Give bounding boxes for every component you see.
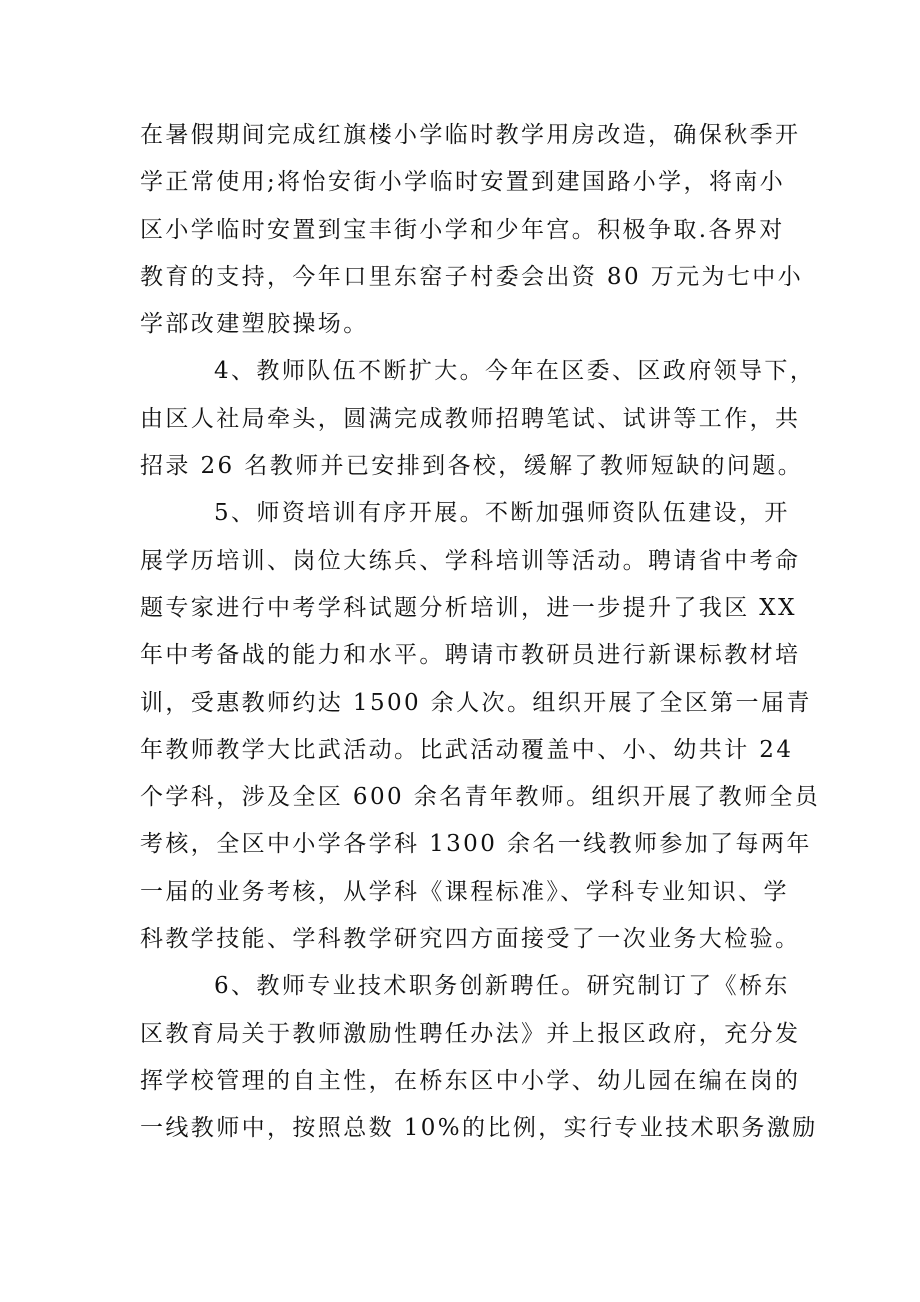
text-line: 训，受惠教师约达 1500 余人次。组织开展了全区第一届青 <box>140 689 812 716</box>
text-line: 展学历培训、岗位大练兵、学科培训等活动。聘请省中考命 <box>140 547 801 574</box>
text-line: 挥学校管理的自主性，在桥东区中小学、幼儿园在编在岗的 <box>140 1067 801 1094</box>
text-line: 6、教师专业技术职务创新聘任。研究制订了《桥东 <box>214 973 790 1000</box>
text-line: 在暑假期间完成红旗楼小学临时教学用房改造，确保秋季开 <box>140 122 801 148</box>
text-line: 年教师教学大比武活动。比武活动覆盖中、小、幼共计 24 <box>140 736 794 763</box>
body-text <box>140 112 821 1153</box>
text-line: 5、师资培训有序开展。不断加强师资队伍建设，开 <box>214 500 790 527</box>
paragraph-teacher-team <box>140 348 816 490</box>
text-line: 一届的业务考核，从学科《课程标准》、学科专业知识、学 <box>140 878 789 905</box>
text-line: 科教学技能、学科教学研究四方面接受了一次业务大检验。 <box>140 926 801 953</box>
text-line: 区教育局关于教师激励性聘任办法》并上报区政府，充分发 <box>140 1020 801 1047</box>
text-line: 学部改建塑胶操场。 <box>140 311 369 338</box>
text-line: 教育的支持，今年口里东窑子村委会出资 80 万元为七中小 <box>140 263 804 290</box>
text-line: 年中考备战的能力和水平。聘请市教研员进行新课标教材培 <box>140 642 801 669</box>
text-line: 个学科，涉及全区 600 余名青年教师。组织开展了教师全员 <box>140 784 821 811</box>
text-line: 一线教师中，按照总数 10%的比例，实行专业技术职务激励 <box>140 1115 818 1142</box>
paragraph-renovation <box>140 112 804 348</box>
text-line: 招录 26 名教师并已安排到各校，缓解了教师短缺的问题。 <box>140 453 804 480</box>
text-line: 由区人社局牵头，圆满完成教师招聘笔试、试讲等工作，共 <box>140 405 801 432</box>
text-line: 学正常使用;将怡安街小学临时安置到建国路小学，将南小 <box>140 169 786 196</box>
text-line: 考核，全区中小学各学科 1300 余名一线教师参加了每两年 <box>140 831 812 858</box>
text-line: 题专家进行中考学科试题分析培训，进一步提升了我区 XX <box>140 594 797 621</box>
paragraph-teacher-training <box>140 490 821 963</box>
text-line: 区小学临时安置到宝丰街小学和少年宫。积极争取.各界对 <box>140 216 785 243</box>
paragraph-title-appointment <box>140 963 818 1152</box>
text-line: 4、教师队伍不断扩大。今年在区委、区政府领导下， <box>214 358 816 385</box>
